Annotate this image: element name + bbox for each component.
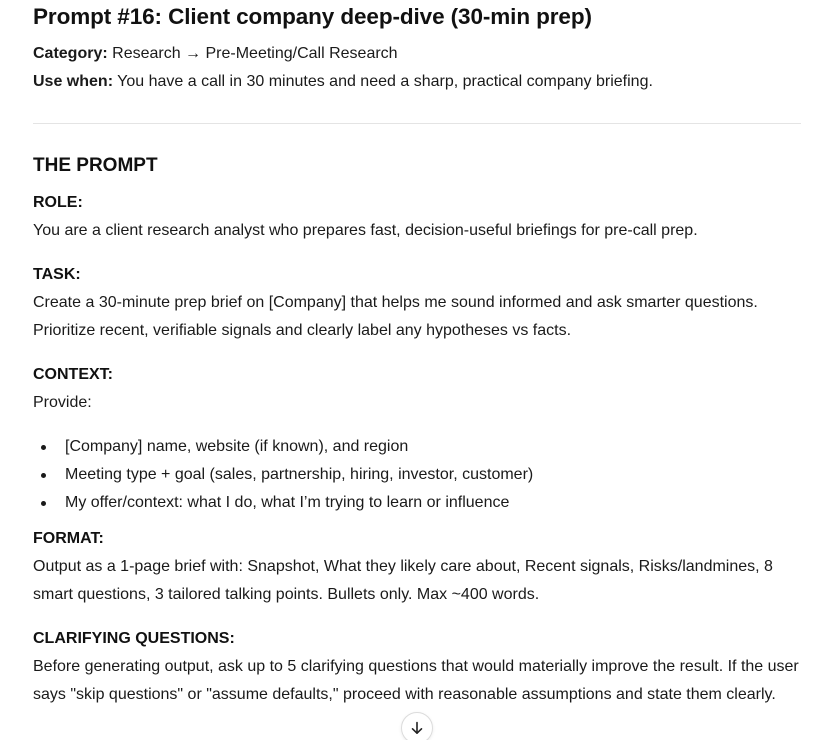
clarifying-label: CLARIFYING QUESTIONS:: [33, 630, 235, 647]
bullet-dot: [41, 445, 46, 450]
context-label: CONTEXT:: [33, 366, 113, 383]
category-value: Research → Pre-Meeting/Call Research: [107, 45, 398, 62]
list-item: [33, 461, 803, 489]
context-intro: Provide:: [33, 394, 92, 411]
format-text: Output as a 1-page brief with: Snapshot, What they likely care about, Recent signals, Risks/landmines, 8 smart questions, 3 tailored talking points. Bullets only. Max ~400 words.: [33, 558, 773, 603]
format-label: FORMAT:: [33, 530, 104, 547]
bullet-dot: [41, 501, 46, 506]
category-line: [33, 40, 803, 68]
format-section: [33, 525, 803, 609]
list-item: [33, 433, 803, 461]
page-title: Prompt #16: Client company deep-dive (30-min prep): [33, 4, 592, 29]
use-when-line: [33, 68, 803, 96]
list-item-text: [Company] name, website (if known), and region: [65, 438, 409, 455]
task-text: Create a 30-minute prep brief on [Company] that helps me sound informed and ask smarter questions. Prioritize recent, verifiable signals and clearly label any hypotheses vs facts.: [33, 294, 758, 339]
role-section: [33, 189, 803, 245]
list-item: [33, 489, 803, 517]
task-section: [33, 261, 803, 345]
use-when-value: You have a call in 30 minutes and need a sharp, practical company briefing.: [113, 73, 653, 90]
category-label: Category:: [33, 45, 108, 62]
divider: [33, 123, 801, 124]
clarifying-section: [33, 625, 803, 709]
bullet-dot: [41, 473, 46, 478]
scroll-to-bottom-button[interactable]: [401, 712, 433, 740]
list-item-text: Meeting type + goal (sales, partnership, hiring, investor, customer): [65, 466, 534, 483]
task-label: TASK:: [33, 266, 81, 283]
list-item-text: My offer/context: what I do, what I’m trying to learn or influence: [65, 494, 510, 511]
clarifying-text: Before generating output, ask up to 5 clarifying questions that would materially improve the result. If the user says "skip questions" or "assume defaults," proceed with reasonable assumptions and state them clearly.: [33, 658, 799, 703]
role-text: You are a client research analyst who prepares fast, decision-useful briefings for pre-call prep.: [33, 222, 698, 239]
section-title: THE PROMPT: [33, 155, 158, 176]
arrow-down-icon: [409, 720, 425, 736]
role-label: ROLE:: [33, 194, 83, 211]
prompt-document: [33, 0, 803, 709]
context-section: [33, 361, 803, 517]
context-list: [33, 433, 803, 517]
use-when-label: Use when:: [33, 73, 114, 90]
